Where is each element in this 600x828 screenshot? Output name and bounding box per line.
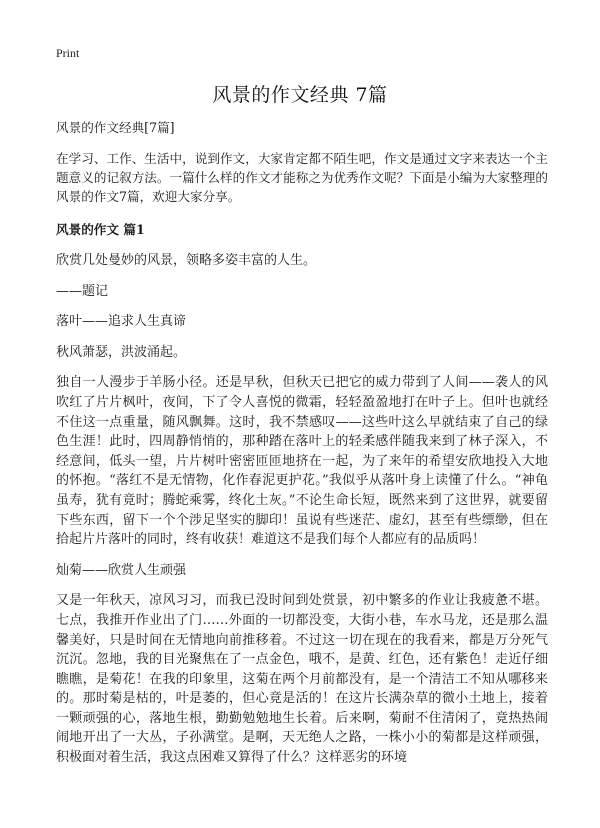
subheading-falling-leaves: 落叶——追求人生真谛 [56, 314, 187, 330]
print-link[interactable]: Print [56, 46, 80, 60]
paragraph-autumn-wind: 秋风萧瑟，洪波涌起。 [56, 344, 187, 360]
article-subtitle: 风景的作文经典[7篇] [56, 120, 175, 135]
article-body [56, 118, 548, 779]
section-heading: 风景的作文 篇1 [56, 222, 145, 237]
intro-paragraph: 在学习、工作、生活中，说到作文，大家肯定都不陌生吧，作文是通过文字来表达一个主题意义的记叙方法。一篇什么样的作文才能称之为优秀作文呢？下面是小编为大家整理的风景的作文7篇，欢迎大家分享。 [56, 151, 548, 204]
page-title: 风景的作文经典 7篇 [212, 84, 388, 106]
epigraph-line: 欣赏几处曼妙的风景，领略多姿丰富的人生。 [56, 253, 317, 268]
paragraph-falling-leaves: 独自一人漫步于羊肠小径。还是早秋，但秋天已把它的威力带到了人间——袭人的风吹红了片片枫叶，夜间，下了令人喜悦的微霜，轻轻盈盈地打在叶子上。但叶也就经不住这一点重量，随风飘舞。这时，我不禁感叹——这些叶这么早就结束了自己的绿色生涯！此时，四周静悄悄的，那种踏在落叶上的轻柔感伴随我来到了林子深入，不经意间，低头一望，片片树叶密密匝匝地挤在一起，为了来年的希望安欣地投入大地的怀抱。“落红不是无情物，化作春泥更护花。”我似乎从落叶身上读懂了什么。“神龟虽寿，犹有竟时；腾蛇乘雾，终化土灰。”不论生命长短，既然来到了这世界，就要留下些东西，留下一个个涉足坚实的脚印！虽说有些迷茫、虚幻，甚至有些缥缈，但在拾起片片落叶的同时，终有收获！难道这不是我们每个人都应有的品质吗！ [56, 375, 548, 548]
subheading-chrysanthemum: 灿菊——欣赏人生顽强 [56, 562, 187, 578]
epigraph-attribution: ——题记 [56, 283, 109, 299]
paragraph-chrysanthemum: 又是一年秋天，凉风习习，而我已没时间到处赏景，初中繁多的作业让我疲惫不堪。七点，我推开作业出了门……外面的一切都没变，大街小巷，车水马龙，还是那么温馨美好，只是时间在无情地向前推移着。不过这一切在现在的我看来，都是万分死气沉沉。忽地，我的目光聚焦在了一点金色，哦不，是黄、红色，还有紫色！走近仔细瞧瞧，是菊花！在我的印象里，这菊在两个月前都没有，是一个清洁工不知从哪移来的。那时菊是枯的，叶是萎的，但心竟是活的！在这片长满杂草的微小土地上，接着一颗顽强的心，落地生根，勤勤勉勉地生长着。后来啊，菊耐不住清闲了，竟热热闹闹地开出了一大丛，子孙满堂。是啊，天无绝人之路，一株小小的菊都是这样顽强，积极面对着生活，我这点困难又算得了什么？这样恶劣的环境 [56, 593, 548, 766]
